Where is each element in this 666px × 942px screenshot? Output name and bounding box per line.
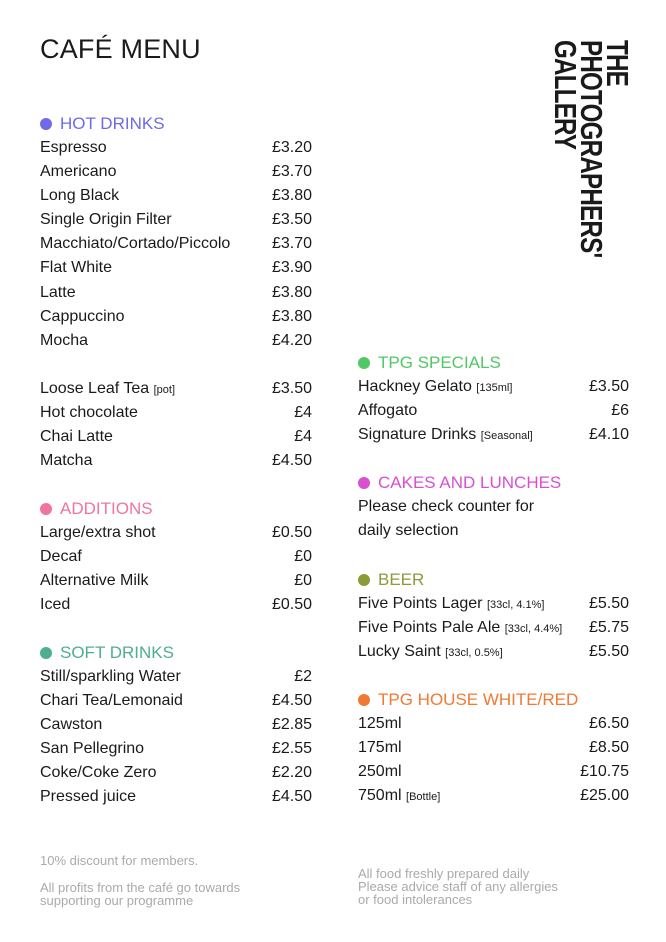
members-discount-note: 10% discount for members. [40,853,199,868]
menu-item [40,281,312,305]
item-name: Espresso [40,139,107,156]
item-name: 250ml [358,763,402,781]
menu-item [40,689,312,713]
item-note: [33cl, 4.4%] [504,623,563,636]
item-price: £3.70 [271,235,312,253]
item-name: Signature Drinks [Seasonal] [358,426,533,444]
item-name: Pressed juice [40,788,137,806]
menu-item [40,256,312,280]
menu-item [40,425,312,449]
item-price: £3.20 [271,139,312,156]
menu-item [358,784,629,808]
item-name: Five Points Lager [33cl, 4.1%] [358,595,545,612]
item-price: £2.55 [271,740,312,758]
item-name: Five Points Pale Ale [33cl, 4.4%] [358,619,563,637]
item-note: [Bottle] [406,791,441,804]
item-name: Single Origin Filter [40,211,172,229]
menu-item [40,761,312,785]
item-name: Coke/Coke Zero [40,764,157,782]
item-name: 750ml [Bottle] [358,787,441,805]
section-header [40,641,312,665]
item-price: £0 [294,548,312,566]
menu-item [40,449,312,473]
menu-item [40,329,312,353]
item-price: £0.50 [271,524,312,541]
food-note: All food freshly prepared daily [358,866,530,881]
menu-item [40,713,312,737]
item-note: [135ml] [476,382,513,394]
menu-item [358,616,629,640]
item-price: £0.50 [271,596,312,614]
menu-item [358,592,629,616]
item-price: £4 [294,428,312,446]
item-name: San Pellegrino [40,740,145,758]
menu-item [358,760,629,784]
section-additions [40,497,312,617]
bullet-dot-icon [40,503,52,515]
section-beer [358,568,629,664]
item-price: £5.50 [588,595,629,612]
item-name: Hot chocolate [40,403,138,421]
section-label: HOT DRINKS [60,114,165,133]
cakes-info-text: Please check counter for [358,498,535,515]
menu-item [40,593,312,617]
section-label: TPG HOUSE WHITE/RED [378,690,579,709]
item-name: Iced [40,596,71,614]
item-price: £6 [611,402,629,420]
section-cakes-lunches [358,471,629,543]
section-hot-drinks [40,112,312,473]
page-title: CAFÉ MENU [40,34,201,64]
item-name: Chari Tea/Lemonaid [40,692,183,710]
menu-item [40,401,312,425]
section-tpg-specials [358,351,629,447]
section-header [358,688,629,712]
menu-item [40,232,312,256]
item-name: Flat White [40,259,113,277]
menu-item [358,736,629,760]
item-name: Hackney Gelato [135ml] [358,378,513,395]
profits-note: All profits from the café go towards [40,880,241,895]
bullet-dot-icon [358,694,370,706]
item-name: Loose Leaf Tea [pot] [40,379,175,397]
bullet-dot-icon [358,357,370,369]
bullet-dot-icon [40,118,52,130]
menu-item [40,184,312,208]
profits-note: supporting our programme [40,893,194,908]
section-label: SOFT DRINKS [60,643,174,662]
item-price: £3.50 [271,379,312,397]
item-name: Americano [40,163,117,181]
item-note: [33cl, 4.1%] [486,599,545,611]
section-wine [358,688,629,808]
item-name: Latte [40,283,76,301]
section-header [358,471,629,495]
section-label: ADDITIONS [60,499,153,518]
logo-line: PHOTOGRAPHERS' [574,40,609,258]
item-name: Cawston [40,716,103,734]
item-name: Large/extra shot [40,524,156,541]
item-name: Decaf [40,548,82,566]
menu-item [40,569,312,593]
item-name: Long Black [40,187,120,205]
menu-item [40,377,312,401]
section-header [358,351,629,375]
item-price: £0 [294,572,312,590]
section-label: BEER [378,570,425,589]
item-name: Lucky Saint [33cl, 0.5%] [358,643,503,661]
item-note: [Seasonal] [480,430,533,443]
allergy-note: Please advice staff of any allergies [358,879,558,894]
item-name: Mocha [40,331,89,349]
footer-left [40,854,240,907]
menu-item [40,665,312,689]
item-price: £3.50 [588,378,629,395]
allergy-note: or food intolerances [358,892,473,907]
menu-item [40,305,312,329]
item-price: £3.80 [271,283,312,301]
item-name: Still/sparkling Water [40,668,181,685]
item-price: £5.50 [588,643,629,661]
bullet-dot-icon [358,477,370,489]
item-name: Chai Latte [40,428,113,446]
item-price: £3.70 [271,163,312,181]
item-price: £3.50 [271,211,312,229]
item-note: [pot] [153,383,175,396]
logo-line: GALLERY [548,40,583,150]
item-price: £4.50 [271,788,312,806]
section-header [358,568,629,592]
menu-item [40,737,312,761]
item-name: Macchiato/Cortado/Piccolo [40,235,231,253]
menu-item [358,423,629,447]
footer-right [358,867,558,906]
item-price: £4.10 [588,426,629,444]
item-price: £10.75 [580,763,629,781]
section-label: TPG SPECIALS [378,353,501,372]
cakes-info-text: daily selection [358,522,459,539]
item-price: £3.80 [271,307,312,325]
item-price: £4 [294,403,312,421]
item-name: 175ml [358,739,402,757]
item-price: £2.85 [271,716,312,734]
item-price: £8.50 [588,739,629,757]
menu-item [358,712,629,736]
item-price: £5.75 [588,619,629,637]
item-name: Cappuccino [40,307,125,325]
item-price: £2.20 [271,764,312,782]
item-name: Matcha [40,452,93,470]
item-price: £3.90 [271,259,312,277]
section-label: CAKES AND LUNCHES [378,473,562,492]
item-price: £3.80 [271,187,312,205]
menu-item [358,640,629,664]
menu-item [358,399,629,423]
menu-item [40,160,312,184]
bullet-dot-icon [358,574,370,586]
section-header [40,112,312,136]
section-soft-drinks [40,641,312,810]
logo-line: THE [600,40,635,87]
bullet-dot-icon [40,647,52,659]
menu-item [358,375,629,399]
section-header [40,497,312,521]
item-name: Affogato [358,402,418,420]
item-price: £4.50 [271,452,312,470]
item-price: £6.50 [588,715,629,732]
item-name: Alternative Milk [40,572,149,590]
item-price: £4.50 [271,692,312,710]
item-price: £25.00 [580,787,629,805]
item-price: £4.20 [271,331,312,349]
menu-item [40,208,312,232]
item-name: 125ml [358,715,402,732]
menu-item [40,545,312,569]
item-note: [33cl, 0.5%] [445,647,503,660]
menu-item [40,136,312,160]
menu-item [40,785,312,809]
item-price: £2 [294,668,312,685]
menu-item [40,521,312,545]
